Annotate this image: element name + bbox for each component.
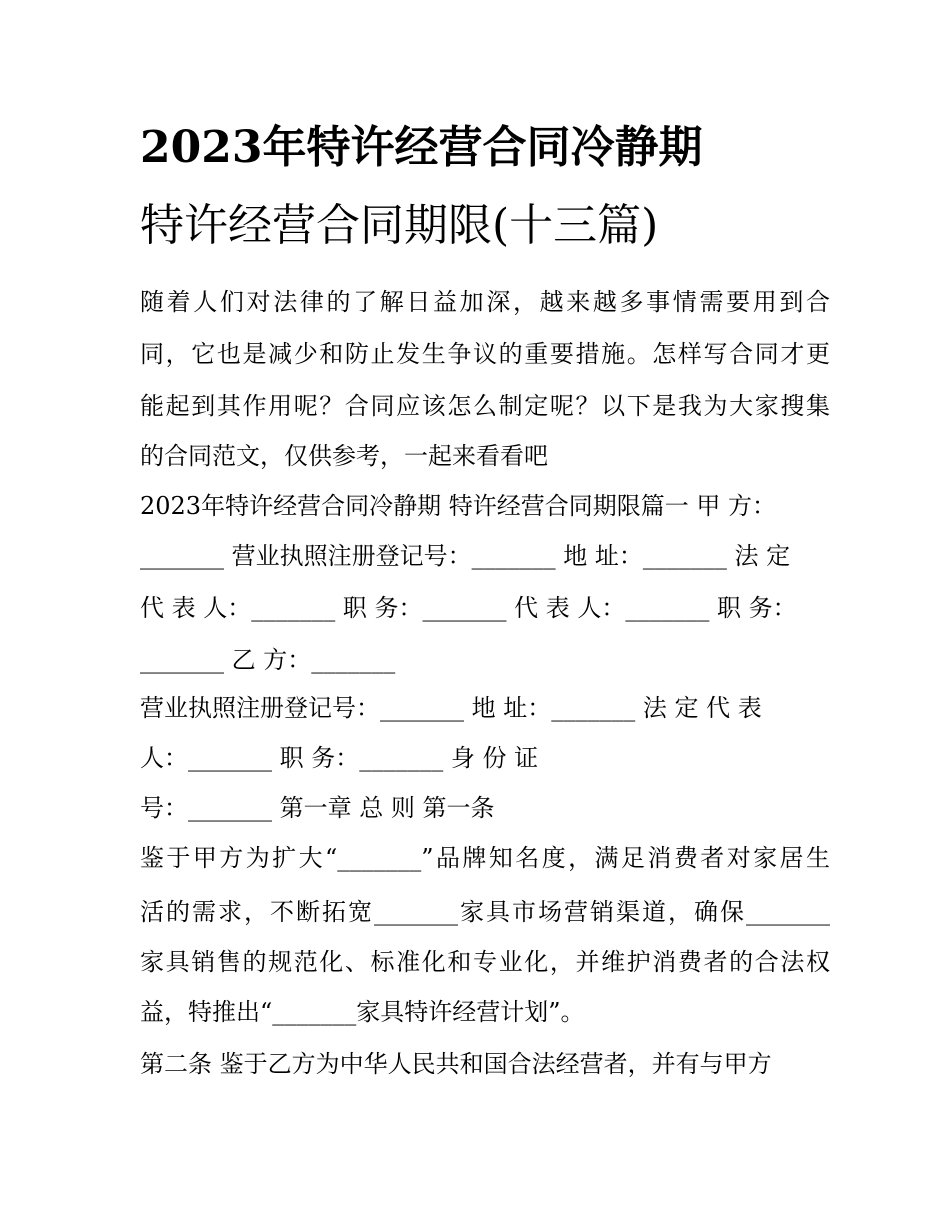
article-1-line-1: 鉴于甲方为扩大“_______”品牌知名度，满足消费者对家居生 [140, 844, 830, 872]
party-b-line-3: 人：_______ 职 务：_______ 身 份 证 [140, 744, 539, 772]
party-a-line-1: _______ 营业执照注册登记号：_______ 地 址：_______ 法 定 [140, 542, 791, 570]
section-heading-line: 2023年特许经营合同冷静期 特许经营合同期限篇一 甲 方： [140, 492, 776, 520]
article-2-line-1: 第二条 鉴于乙方为中华人民共和国合法经营者，并有与甲方 [140, 1050, 772, 1078]
party-a-line-2: 代 表 人：_______ 职 务：_______ 代 表 人：_______ 职 务： [140, 594, 797, 622]
document-title-line-1: 2023年特许经营合同冷静期 [140, 122, 703, 173]
article-1-line-4: 益，特推出“_______家具特许经营计划”。 [140, 998, 585, 1026]
chapter-heading-line: 号：_______ 第一章 总 则 第一条 [140, 794, 495, 822]
body-line-3: 能起到其作用呢？合同应该怎么制定呢？以下是我为大家搜集 [140, 392, 830, 420]
party-b-line-2: 营业执照注册登记号：_______ 地 址：_______ 法 定 代 表 [140, 694, 762, 722]
body-line-2: 同，它也是减少和防止发生争议的重要措施。怎样写合同才更 [140, 340, 830, 368]
body-line-4: 的合同范文，仅供参考，一起来看看吧 [140, 442, 548, 470]
body-line-1: 随着人们对法律的了解日益加深，越来越多事情需要用到合 [140, 288, 830, 316]
document-title-line-2: 特许经营合同期限(十三篇) [140, 200, 659, 251]
article-1-line-3: 家具销售的规范化、标准化和专业化，并维护消费者的合法权 [140, 948, 830, 976]
article-1-line-2: 活的需求，不断拓宽_______家具市场营销渠道，确保_______ [140, 898, 830, 926]
party-b-line-1: _______ 乙 方：_______ [140, 646, 396, 674]
